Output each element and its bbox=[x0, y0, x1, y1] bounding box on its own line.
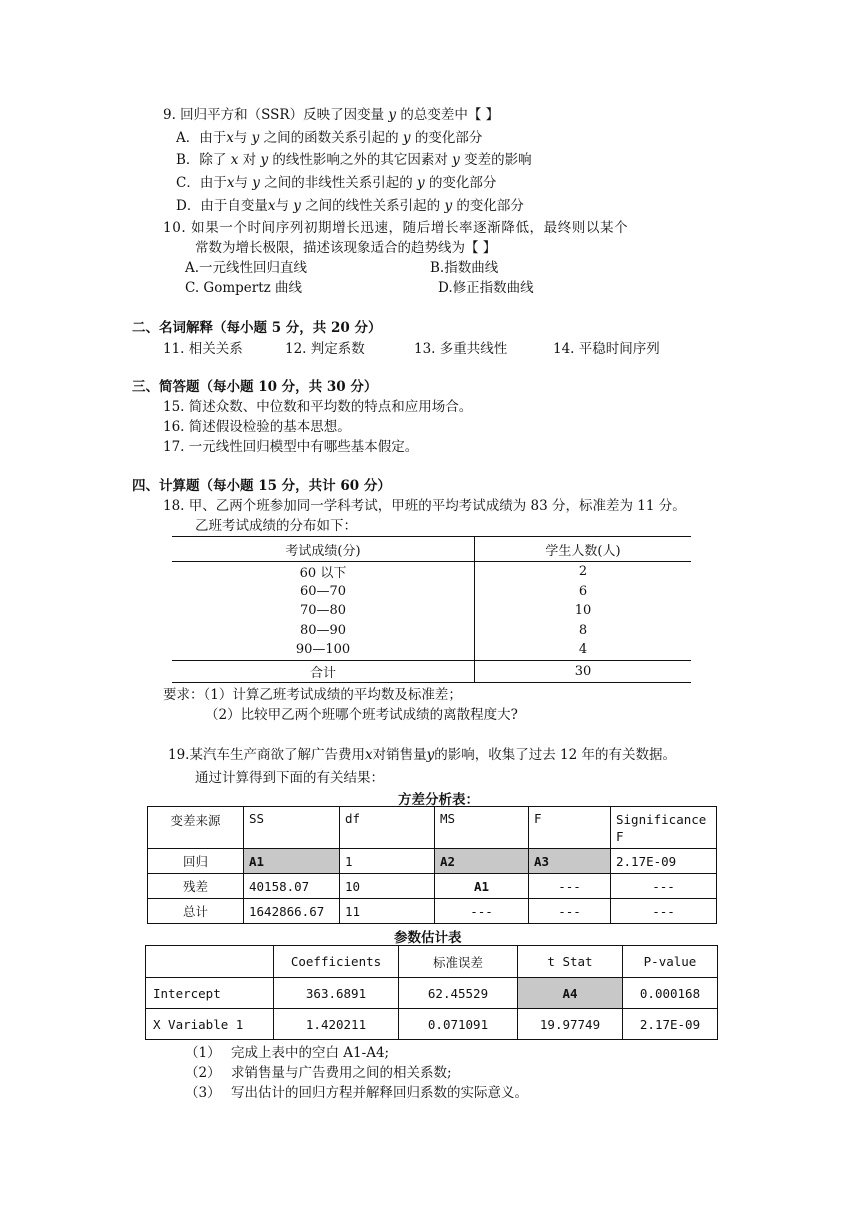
q10-option-a: A.一元线性回归直线 bbox=[185, 260, 308, 276]
term-11: 11. 相关关系 bbox=[163, 341, 243, 357]
q18-line1: 18. 甲、乙两个班参加同一学科考试，甲班的平均考试成绩为 83 分，标准差为 11 分。 bbox=[163, 498, 686, 514]
q10-option-d: D.修正指数曲线 bbox=[438, 280, 534, 296]
table-row: 回归 A1 1 A2 A3 2.17E-09 bbox=[148, 849, 717, 874]
q19-requirement-3: 写出估计的回归方程并解释回归系数的实际意义。 bbox=[231, 1085, 528, 1101]
q10-option-b: B.指数曲线 bbox=[430, 260, 499, 276]
q10-stem-line2: 常数为增长极限，描述该现象适合的趋势线为【 】 bbox=[195, 240, 497, 256]
term-14: 14. 平稳时间序列 bbox=[553, 341, 660, 357]
table-header: 考试成绩(分) bbox=[172, 537, 475, 562]
q18-requirement-2: （2）比较甲乙两个班哪个班考试成绩的离散程度大? bbox=[205, 707, 518, 723]
q19-requirement-2: 求销售量与广告费用之间的相关系数; bbox=[231, 1065, 452, 1081]
table-row: 70—80 10 bbox=[172, 601, 691, 621]
table-row: 60 以下 2 bbox=[172, 562, 691, 582]
question-17: 17. 一元线性回归模型中有哪些基本假定。 bbox=[163, 439, 419, 455]
parameter-table bbox=[145, 945, 718, 1040]
q19-line2: 通过计算得到下面的有关结果： bbox=[195, 770, 384, 786]
q19-line1: 19.某汽车生产商欲了解广告费用x对销售量y的影响，收集了过去 12 年的有关数据。 bbox=[168, 747, 677, 763]
q19-requirement-1-num: （1） bbox=[185, 1045, 221, 1061]
q9-stem: 9. 回归平方和（SSR）反映了因变量 y 的总变差中【 】 bbox=[163, 107, 500, 123]
question-15: 15. 简述众数、中位数和平均数的特点和应用场合。 bbox=[163, 399, 473, 415]
blank-a2: A2 bbox=[435, 849, 529, 874]
blank-a1: A1 bbox=[244, 849, 340, 874]
blank-a4: A4 bbox=[518, 978, 623, 1009]
q19-requirement-2-num: （2） bbox=[185, 1065, 221, 1081]
q9-option-b: B．除了 x 对 y 的线性影响之外的其它因素对 y 变差的影响 bbox=[176, 152, 532, 168]
q18-line2: 乙班考试成绩的分布如下： bbox=[195, 518, 357, 534]
table-row: 90—100 4 bbox=[172, 640, 691, 660]
param-caption: 参数估计表 bbox=[394, 930, 462, 946]
section-3-title: 三、简答题（每小题 10 分，共 30 分） bbox=[132, 379, 378, 395]
table-row: 60—70 6 bbox=[172, 582, 691, 602]
q19-requirement-1: 完成上表中的空白 A1-A4; bbox=[231, 1045, 390, 1061]
table-row: 80—90 8 bbox=[172, 621, 691, 641]
q18-requirement-1: 要求：（1）计算乙班考试成绩的平均数及标准差； bbox=[163, 687, 462, 703]
score-distribution-table bbox=[172, 536, 691, 683]
table-row: 总计 1642866.67 11 --- --- --- bbox=[148, 899, 717, 924]
q9-option-a: A．由于x与 y 之间的函数关系引起的 y 的变化部分 bbox=[176, 130, 483, 146]
table-row: 残差 40158.07 10 A1 --- --- bbox=[148, 874, 717, 899]
table-header-row: 变差来源 SS df MS F Significance F bbox=[148, 807, 717, 849]
anova-table bbox=[147, 806, 717, 924]
q9-option-d: D．由于自变量x与 y 之间的线性关系引起的 y 的变化部分 bbox=[176, 198, 524, 214]
blank-a3: A3 bbox=[529, 849, 611, 874]
q10-stem-line1: 10. 如果一个时间序列初期增长迅速，随后增长率逐渐降低，最终则以某个 bbox=[163, 220, 629, 236]
section-2-title: 二、名词解释（每小题 5 分，共 20 分） bbox=[132, 320, 382, 336]
table-header-row: Coefficients 标准误差 t Stat P-value bbox=[146, 946, 718, 978]
anova-caption: 方差分析表： bbox=[398, 792, 479, 808]
question-16: 16. 简述假设检验的基本思想。 bbox=[163, 419, 351, 435]
q19-requirement-3-num: （3） bbox=[185, 1085, 221, 1101]
q10-option-c: C. Gompertz 曲线 bbox=[185, 280, 303, 296]
table-total-row: 合计 30 bbox=[172, 660, 691, 682]
table-row: Intercept 363.6891 62.45529 A4 0.000168 bbox=[146, 978, 718, 1009]
term-12: 12. 判定系数 bbox=[285, 341, 365, 357]
section-4-title: 四、计算题（每小题 15 分，共计 60 分） bbox=[132, 478, 391, 494]
table-row: X Variable 1 1.420211 0.071091 19.97749 2.17E-09 bbox=[146, 1009, 718, 1040]
table-header: 学生人数(人) bbox=[475, 537, 692, 562]
term-13: 13. 多重共线性 bbox=[414, 341, 508, 357]
q9-option-c: C．由于x与 y 之间的非线性关系引起的 y 的变化部分 bbox=[176, 175, 497, 191]
